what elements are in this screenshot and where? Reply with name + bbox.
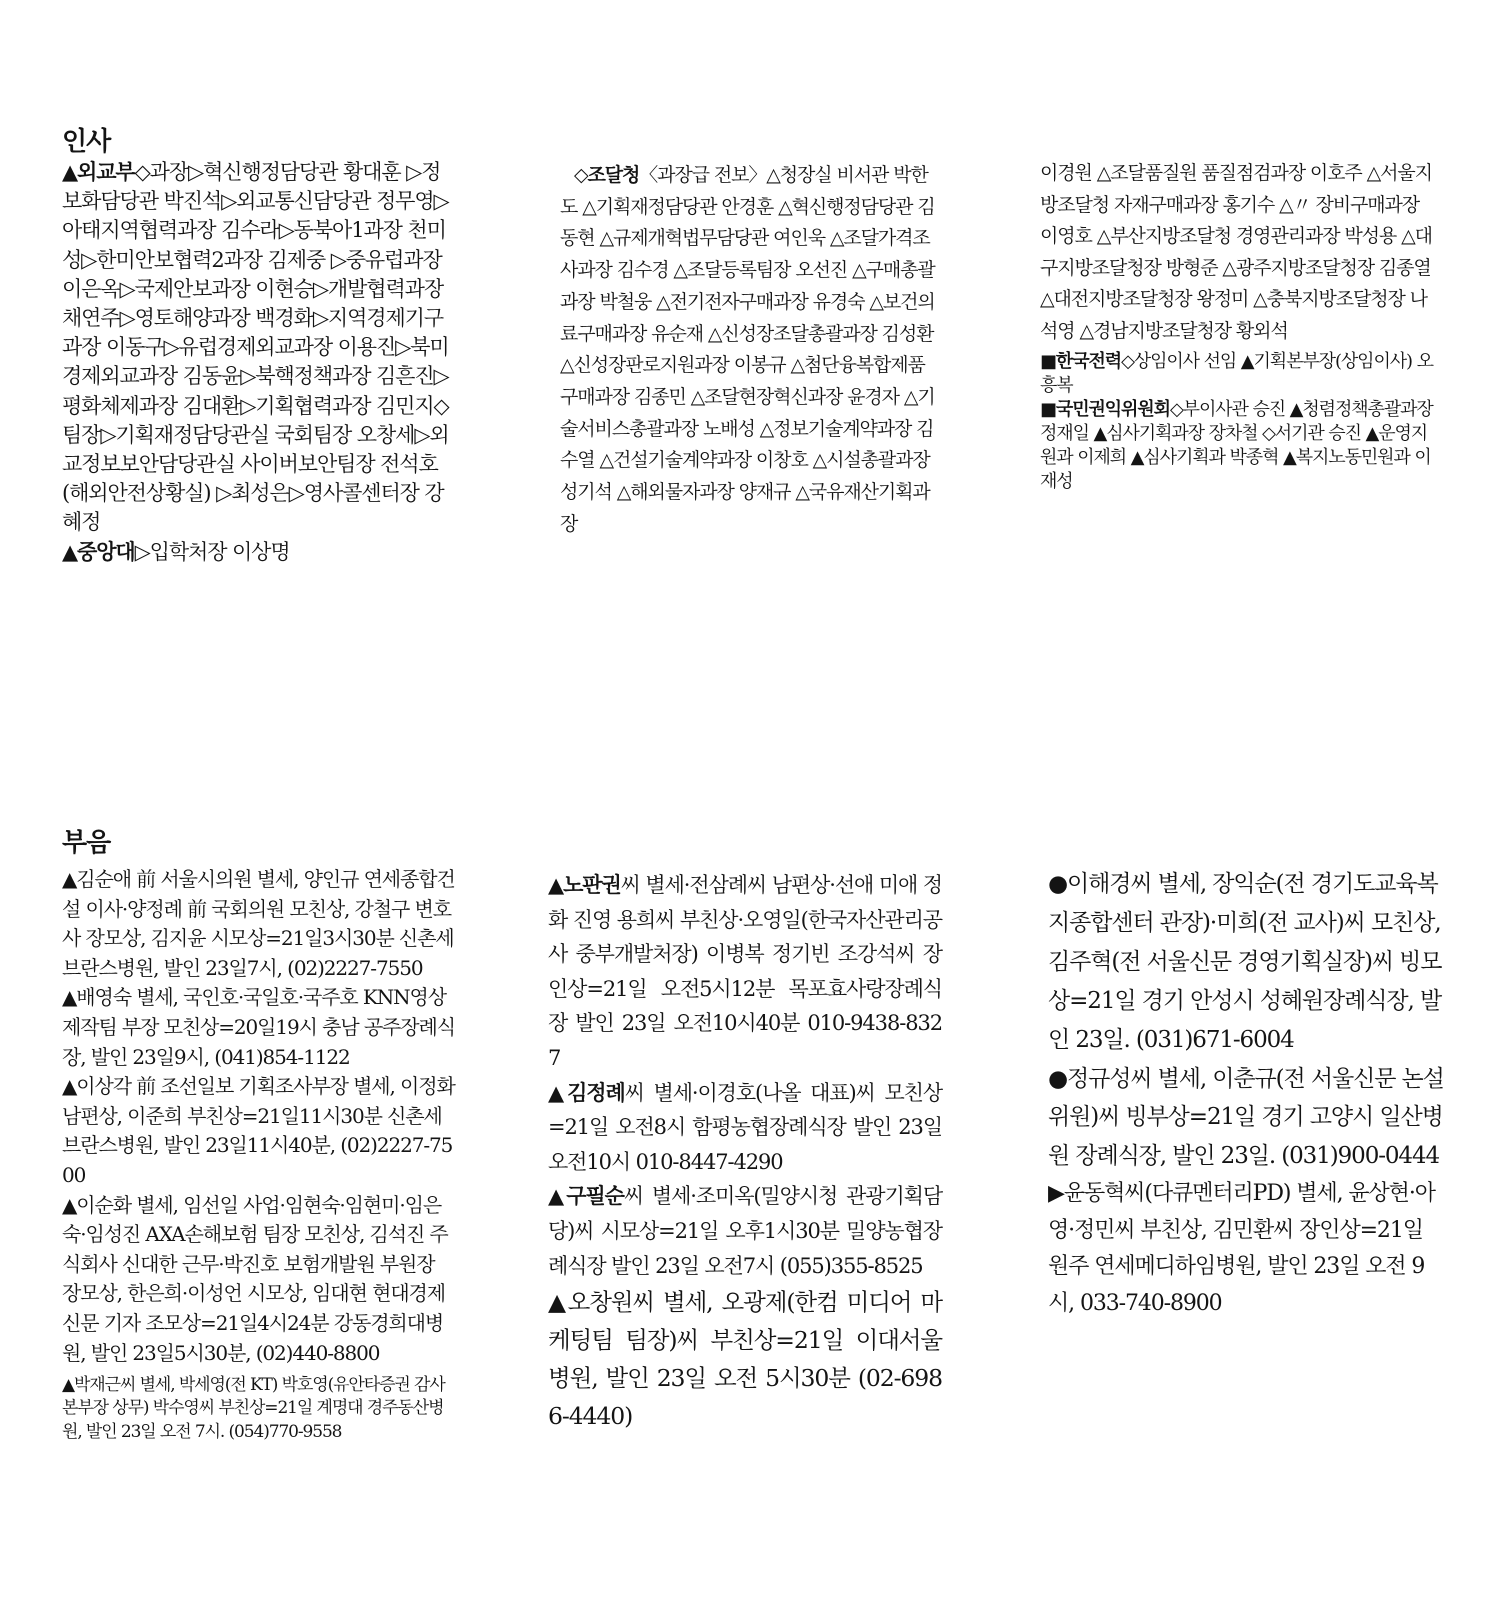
personnel-entry-continued: 이경원 △조달품질원 품질점검과장 이호주 △서울지방조달청 자재구매과장 홍기수 △〃 장비구매과장 이영호 △부산지방조달청 경영관리과장 박성용 △대구지방조달청장 방형준 △광주지방조달청장 김종열 △대전지방조달청장 왕정미 △충북지방조달청장 나석영 △경남지방조달청장 황외석 <box>1040 162 1432 342</box>
obituary-column-1 <box>62 865 455 1444</box>
personnel-entry <box>62 158 454 538</box>
obituary-entry <box>548 868 942 1076</box>
entry-text: 〈과장급 전보〉△청장실 비서관 박한도 △기획재정담당관 안경훈 △혁신행정담당관 김동현 △규제개혁법무담당관 여인욱 △조달가격조사과장 김수경 △조달등록팀장 오선진 △구매총괄과장 박철웅 △전기전자구매과장 유경숙 △보건의료구매과장 유순재 △신성장조달총괄과장 김성환 △신성장판로지원과장 이봉규 △첨단융복합제품구매과장 김종민 △조달현장혁신과장 윤경자 △기술서비스총괄과장 노배성 △정보기술계약과장 김수열 △건설기술계약과장 이창호 △시설총괄과장 성기석 △해외물자과장 양재규 △국유재산기획과장 <box>560 164 935 535</box>
entry-lead: ■국민권익위원회 <box>1040 398 1170 420</box>
personnel-entry <box>1040 398 1438 494</box>
entry-text: 씨 별세·이경호(나올 대표)씨 모친상=21일 오전8시 함평농협장례식장 발인 23일 오전10시 010-8447-4290 <box>548 1080 943 1174</box>
personnel-entry <box>560 160 936 540</box>
entry-lead: ■한국전력 <box>1040 350 1122 372</box>
personnel-column-1 <box>62 158 454 567</box>
obituary-entry: ●이해경씨 별세, 장익순(전 경기도교육복지종합센터 관장)·미희(전 교사)씨 모친상, 김주혁(전 서울신문 경영기획실장)씨 빙모상=21일 경기 안성시 성혜원장례식장, 발인 23일. (031)671-6004 <box>1048 871 1442 1053</box>
entry-lead: ◇조달청 <box>574 164 640 186</box>
obituary-section <box>0 760 1497 1617</box>
obituary-entry: ▲이상각 前 조선일보 기획조사부장 별세, 이정화 남편상, 이준희 부친상=21일11시30분 신촌세브란스병원, 발인 23일11시40분, (02)2227-7500 <box>62 1074 455 1187</box>
obituary-entry: ●정규성씨 별세, 이춘규(전 서울신문 논설위원)씨 빙부상=21일 경기 고양시 일산병원 장례식장, 발인 23일. (031)900-0444 <box>1048 1065 1444 1170</box>
entry-text: ◇과장▷혁신행정담당관 황대훈 ▷정보화담당관 박진석▷외교통신담당관 정무영▷아태지역협력과장 김수라▷동북아1과장 천미성▷한미안보협력2과장 김제중 ▷중유럽과장 이은옥▷국제안보과장 이현승▷개발협력과장 채연주▷영토해양과장 백경화▷지역경제기구과장 이동구▷유럽경제외교과장 이용진▷북미경제외교과장 김동윤▷북핵정책과장 김흔진▷평화체제과장 김대환▷기획협력과장 김민지◇팀장▷기획재정담당관실 국회팀장 오창세▷외교정보보안담당관실 사이버보안팀장 전석호(해외안전상황실) ▷최성은▷영사콜센터장 강혜정 <box>62 160 449 535</box>
obituary-entry: ▲김순애 前 서울시의원 별세, 양인규 연세종합건설 이사·양정례 前 국회의원 모친상, 강철구 변호사 장모상, 김지윤 시모상=21일3시30분 신촌세브란스병원, 발인 23일7시, (02)2227-7550 <box>62 867 455 980</box>
entry-text: 씨 별세·전삼례씨 남편상·선애 미애 정화 진영 용희씨 부친상·오영일(한국자산관리공사 중부개발처장) 이병복 정기빈 조강석씨 장인상=21일 오전5시12분 목포효사랑장례식장 발인 23일 오전10시40분 010-9438-8327 <box>548 873 942 1070</box>
section-title-personnel: 인사 <box>62 127 111 157</box>
personnel-column-3 <box>1040 158 1438 494</box>
entry-text: 씨 별세·조미옥(밀양시청 관광기획담당)씨 시모상=21일 오후1시30분 밀양농협장례식장 발인 23일 오전7시 (055)355-8525 <box>548 1184 943 1278</box>
obituary-entry: ▲배영숙 별세, 국인호·국일호·국주호 KNN영상제작팀 부장 모친상=20일19시 충남 공주장례식장, 발인 23일9시, (041)854-1122 <box>62 985 455 1069</box>
obituary-entry <box>548 1179 942 1283</box>
entry-lead: ▲노판권 <box>548 873 621 897</box>
entry-text: ◇상임이사 선임 ▲기획본부장(상임이사) 오흥복 <box>1040 350 1433 396</box>
obituary-entry <box>548 1076 942 1180</box>
entry-lead: ▲구필순 <box>548 1184 624 1209</box>
personnel-entry <box>62 538 454 567</box>
personnel-column-2 <box>560 160 936 540</box>
obituary-column-2 <box>548 868 942 1435</box>
personnel-entry <box>1040 350 1438 398</box>
personnel-section <box>0 0 1497 760</box>
obituary-entry: ▲이순화 별세, 임선일 사업·임현숙·임현미·임은숙·임성진 AXA손해보험 팀장 모친상, 김석진 주식회사 신대한 근무·박진호 보험개발원 부원장 장모상, 한은희·이성언 시모상, 임대현 현대경제신문 기자 조모상=21일4시24분 강동경희대병원, 발인 23일5시30분, (02)440-8800 <box>62 1192 448 1365</box>
section-title-obituary: 부음 <box>62 828 111 858</box>
entry-lead: ▲김정례 <box>548 1080 625 1105</box>
obituary-entry: ▶윤동혁씨(다큐멘터리PD) 별세, 윤상현·아영·정민씨 부친상, 김민환씨 장인상=21일 원주 연세메디하임병원, 발인 23일 오전 9시, 033-740-8900 <box>1048 1181 1435 1316</box>
obituary-entry: ▲오창원씨 별세, 오광제(한컴 미디어 마케팅팀 팀장)씨 부친상=21일 이대서울병원, 발인 23일 오전 5시30분 (02-6986-4440) <box>548 1288 942 1431</box>
entry-text: ▷입학처장 이상명 <box>134 539 290 564</box>
entry-text: ◇부이사관 승진 ▲청렴정책총괄과장 정재일 ▲심사기획과장 장차철 ◇서기관 승진 ▲운영지원과 이제희 ▲심사기획과 박종혁 ▲복지노동민원과 이재성 <box>1040 398 1433 492</box>
entry-lead: ▲외교부 <box>62 160 135 184</box>
obituary-entry: ▲박재근씨 별세, 박세영(전 KT) 박호영(유안타증권 감사본부장 상무) 박수영씨 부친상=21일 계명대 경주동산병원, 발인 23일 오전 7시. (054)770-9558 <box>62 1375 445 1442</box>
obituary-column-3 <box>1048 865 1446 1322</box>
entry-lead: ▲중앙대 <box>62 539 135 564</box>
